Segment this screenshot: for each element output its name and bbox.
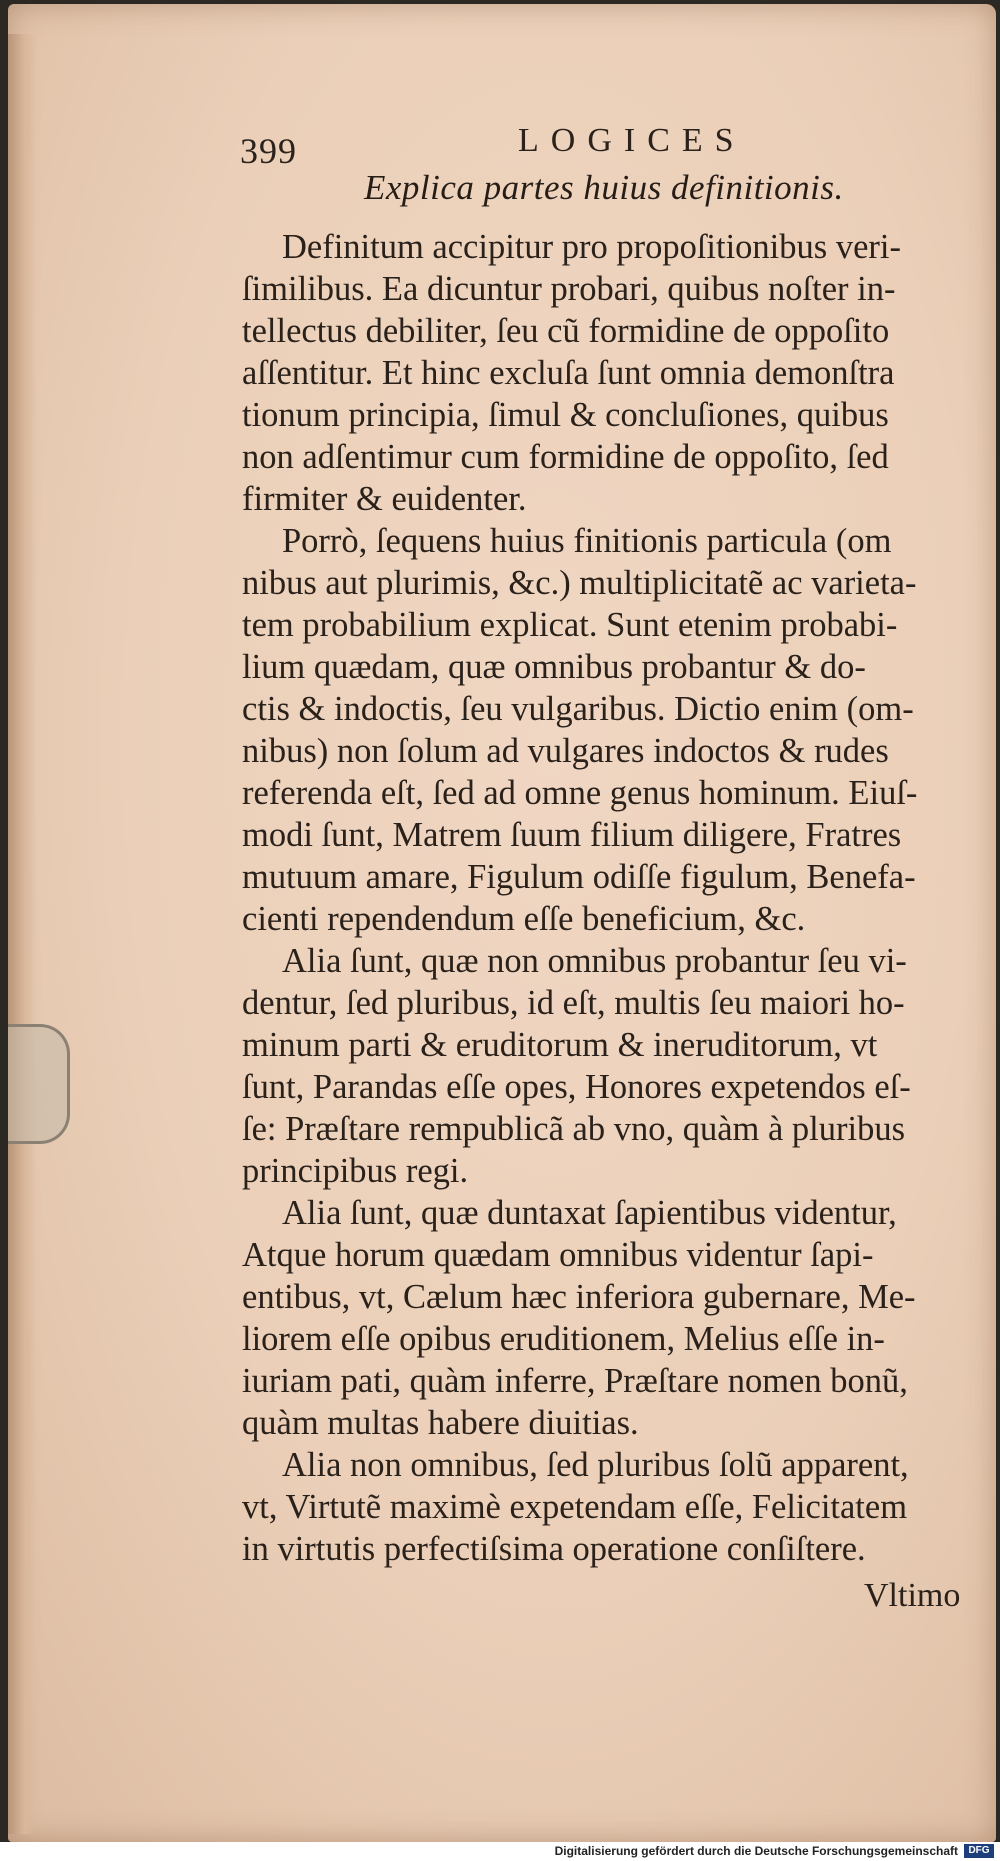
text-line: quàm multas habere diuitias. bbox=[242, 1404, 639, 1442]
text-line: ctis & indoctis, ſeu vulgaribus. Dictio enim (om- bbox=[242, 690, 914, 728]
text-line: minum parti & eruditorum & ineruditorum, vt bbox=[242, 1026, 878, 1064]
text-line: lium quædam, quæ omnibus probantur & do- bbox=[242, 648, 866, 686]
text-line: dentur, ſed pluribus, id eſt, multis ſeu maiori ho- bbox=[242, 984, 905, 1022]
text-line: mutuum amare, Figulum odiſſe figulum, Benefa- bbox=[242, 858, 916, 896]
text-line: iuriam pati, quàm inferre, Præſtare nomen bonũ, bbox=[242, 1362, 908, 1400]
paragraph bbox=[242, 1444, 972, 1570]
text-line: cienti rependendum eſſe beneficium, &c. bbox=[242, 900, 806, 938]
text-line: Porrò, ſequens huius finitionis particula (om bbox=[282, 522, 892, 560]
text-line: non adſentimur cum formidine de oppoſito, ſed bbox=[242, 438, 889, 476]
funding-credit: Digitalisierung gefördert durch die Deutsche Forschungsgemeinschaft bbox=[554, 1844, 958, 1858]
section-title: Explica partes huius definitionis. bbox=[364, 168, 844, 207]
text-line: firmiter & euidenter. bbox=[242, 480, 527, 518]
text-line: aſſentitur. Et hinc excluſa ſunt omnia demonſtra bbox=[242, 354, 895, 392]
text-line: Alia non omnibus, ſed pluribus ſolũ apparent, bbox=[282, 1446, 909, 1484]
text-line: tem probabilium explicat. Sunt etenim probabi- bbox=[242, 606, 898, 644]
page-gutter-shadow bbox=[8, 34, 36, 1834]
paragraph bbox=[242, 520, 972, 940]
paragraph bbox=[242, 940, 972, 1192]
text-line: ſimilibus. Ea dicuntur probari, quibus noſter in- bbox=[242, 270, 896, 308]
text-line: entibus, vt, Cælum hæc inferiora gubernare, Me- bbox=[242, 1278, 916, 1316]
text-line: vt, Virtutẽ maximè expetendam eſſe, Felicitatem bbox=[242, 1488, 908, 1526]
text-line: Alia ſunt, quæ duntaxat ſapientibus videntur, bbox=[282, 1194, 897, 1232]
paragraph bbox=[242, 1192, 972, 1444]
text-line: tellectus debiliter, ſeu cũ formidine de oppoſito bbox=[242, 312, 890, 350]
book-page bbox=[8, 4, 996, 1842]
page-number: 399 bbox=[240, 131, 297, 171]
digitization-footer bbox=[0, 1842, 1000, 1861]
book-clasp bbox=[8, 1024, 70, 1144]
dfg-logo-icon: DFG bbox=[964, 1844, 994, 1858]
catchword: Vltimo bbox=[864, 1577, 961, 1614]
text-line: liorem eſſe opibus eruditionem, Melius eſſe in- bbox=[242, 1320, 885, 1358]
paragraph bbox=[242, 226, 972, 520]
text-line: ſe: Præſtare rempublicã ab vno, quàm à pluribus bbox=[242, 1110, 905, 1148]
text-line: in virtutis perfectiſsima operatione conſiſtere. bbox=[242, 1530, 866, 1568]
text-line: Alia ſunt, quæ non omnibus probantur ſeu vi- bbox=[282, 942, 907, 980]
text-line: ſunt, Parandas eſſe opes, Honores expetendos eſ- bbox=[242, 1068, 911, 1106]
running-head: LOGICES bbox=[518, 122, 746, 159]
text-line: nibus aut plurimis, &c.) multiplicitatẽ ac varieta- bbox=[242, 564, 917, 602]
text-line: nibus) non ſolum ad vulgares indoctos & rudes bbox=[242, 732, 889, 770]
text-line: principibus regi. bbox=[242, 1152, 469, 1190]
text-line: modi ſunt, Matrem ſuum filium diligere, Fratres bbox=[242, 816, 902, 854]
body-text bbox=[242, 226, 972, 1570]
text-line: Atque horum quædam omnibus videntur ſapi- bbox=[242, 1236, 874, 1274]
page-header bbox=[240, 122, 1000, 172]
text-line: referenda eſt, ſed ad omne genus hominum. Eiuſ- bbox=[242, 774, 918, 812]
text-line: Definitum accipitur pro propoſitionibus veri- bbox=[282, 228, 901, 266]
text-line: tionum principia, ſimul & concluſiones, quibus bbox=[242, 396, 889, 434]
